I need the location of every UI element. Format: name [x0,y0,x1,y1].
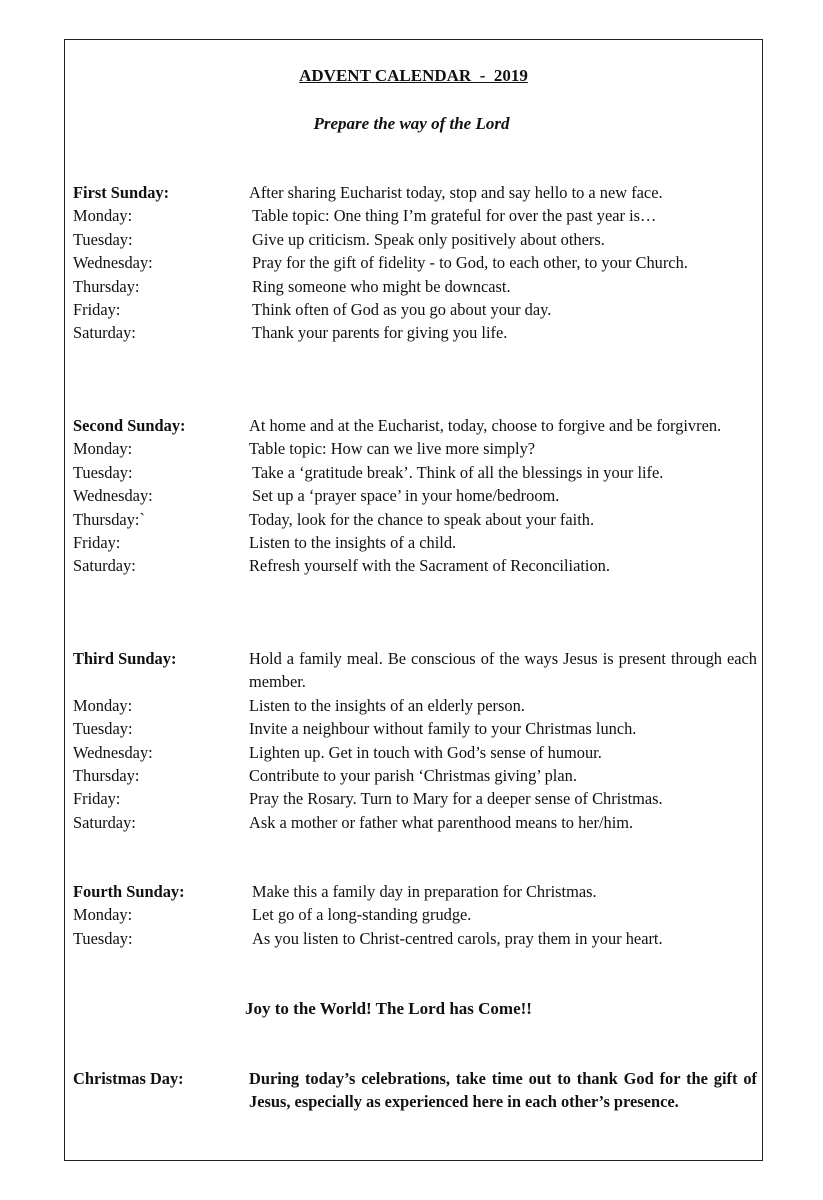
calendar-row [73,298,757,321]
week-1 [73,181,757,345]
week-3 [73,647,757,834]
calendar-row [73,787,757,810]
day-label: Thursday:` [73,509,145,529]
day-label: Wednesday: [73,253,153,273]
day-activity: After sharing Eucharist today, stop and say hello to a new face. [249,183,663,202]
day-label: Friday: [73,533,121,553]
day-label: Third Sunday: [73,649,177,668]
day-label: Tuesday: [73,928,133,948]
day-label: Friday: [73,789,121,809]
day-label: Saturday: [73,556,136,576]
calendar-row [73,204,757,227]
day-activity: Make this a family day in preparation for Christmas. [252,882,597,901]
calendar-row [73,181,757,204]
day-label: Saturday: [73,812,136,832]
day-label: Saturday: [73,323,136,343]
day-activity: Lighten up. Get in touch with God’s sense of humour. [249,742,602,762]
day-activity: Table topic: One thing I’m grateful for over the past year is… [252,206,657,226]
day-label: Second Sunday: [73,416,186,435]
day-label: Monday: [73,206,133,226]
day-activity: At home and at the Eucharist, today, choose to forgive and be forgivren. [249,416,722,435]
day-label: Thursday: [73,766,140,786]
calendar-row [73,275,757,298]
day-activity: Pray for the gift of fidelity - to God, to each other, to your Church. [252,253,688,273]
calendar-row [73,484,757,507]
calendar-row [73,554,757,577]
day-activity: Today, look for the chance to speak about your faith. [249,509,595,529]
calendar-row [73,461,757,484]
day-activity: During today’s celebrations, take time out to thank God for the gift of Jesus, especially as experienced here in each other’s presence. [249,1069,757,1112]
day-activity: Think often of God as you go about your day. [252,300,552,320]
calendar-row [73,903,757,926]
calendar-row [73,694,757,717]
day-activity: Invite a neighbour without family to your Christmas lunch. [249,719,637,739]
week-4 [73,880,757,950]
page-subtitle: Prepare the way of the Lord [313,114,510,133]
day-label: First Sunday: [73,183,170,202]
day-activity: Contribute to your parish ‘Christmas giving’ plan. [249,766,577,786]
day-label: Monday: [73,439,133,459]
calendar-row [73,764,757,787]
day-label: Wednesday: [73,486,153,506]
day-label: Tuesday: [73,719,133,739]
calendar-row [73,508,757,531]
day-activity: Take a ‘gratitude break’. Think of all the blessings in your life. [252,462,664,482]
day-label: Tuesday: [73,229,133,249]
day-label: Monday: [73,695,133,715]
day-label: Tuesday: [73,462,133,482]
calendar-row [73,647,757,694]
calendar-row [73,927,757,950]
day-activity: Let go of a long-standing grudge. [252,905,472,925]
week-2 [73,414,757,578]
day-activity: Listen to the insights of an elderly person. [249,695,525,715]
calendar-row [73,880,757,903]
calendar-row [73,321,757,344]
day-label: Christmas Day: [73,1069,184,1088]
calendar-row [73,251,757,274]
day-label: Fourth Sunday: [73,882,185,901]
day-activity: Table topic: How can we live more simply? [249,439,536,459]
day-activity: Listen to the insights of a child. [249,533,457,553]
day-activity: Ring someone who might be downcast. [252,276,511,296]
page-title: ADVENT CALENDAR - 2019 [299,66,528,85]
calendar-row [73,531,757,554]
christmas-day [73,1067,757,1114]
day-label: Friday: [73,300,121,320]
day-activity: Give up criticism. Speak only positively about others. [252,229,605,249]
day-activity: Pray the Rosary. Turn to Mary for a deeper sense of Christmas. [249,789,663,809]
joy-heading: Joy to the World! The Lord has Come!! [245,999,532,1018]
calendar-row [73,717,757,740]
calendar-row [73,437,757,460]
calendar-row [73,741,757,764]
day-label: Wednesday: [73,742,153,762]
calendar-row [73,811,757,834]
day-activity: As you listen to Christ-centred carols, pray them in your heart. [252,928,663,948]
calendar-row [73,228,757,251]
day-label: Thursday: [73,276,140,296]
day-activity: Thank your parents for giving you life. [252,323,508,343]
day-activity: Refresh yourself with the Sacrament of Reconciliation. [249,556,610,576]
day-activity: Ask a mother or father what parenthood means to her/him. [249,812,634,832]
day-activity: Set up a ‘prayer space’ in your home/bedroom. [252,486,560,506]
calendar-row [73,414,757,437]
day-activity: Hold a family meal. Be conscious of the ways Jesus is present through each member. [249,649,757,692]
calendar-row [73,1067,757,1114]
day-label: Monday: [73,905,133,925]
